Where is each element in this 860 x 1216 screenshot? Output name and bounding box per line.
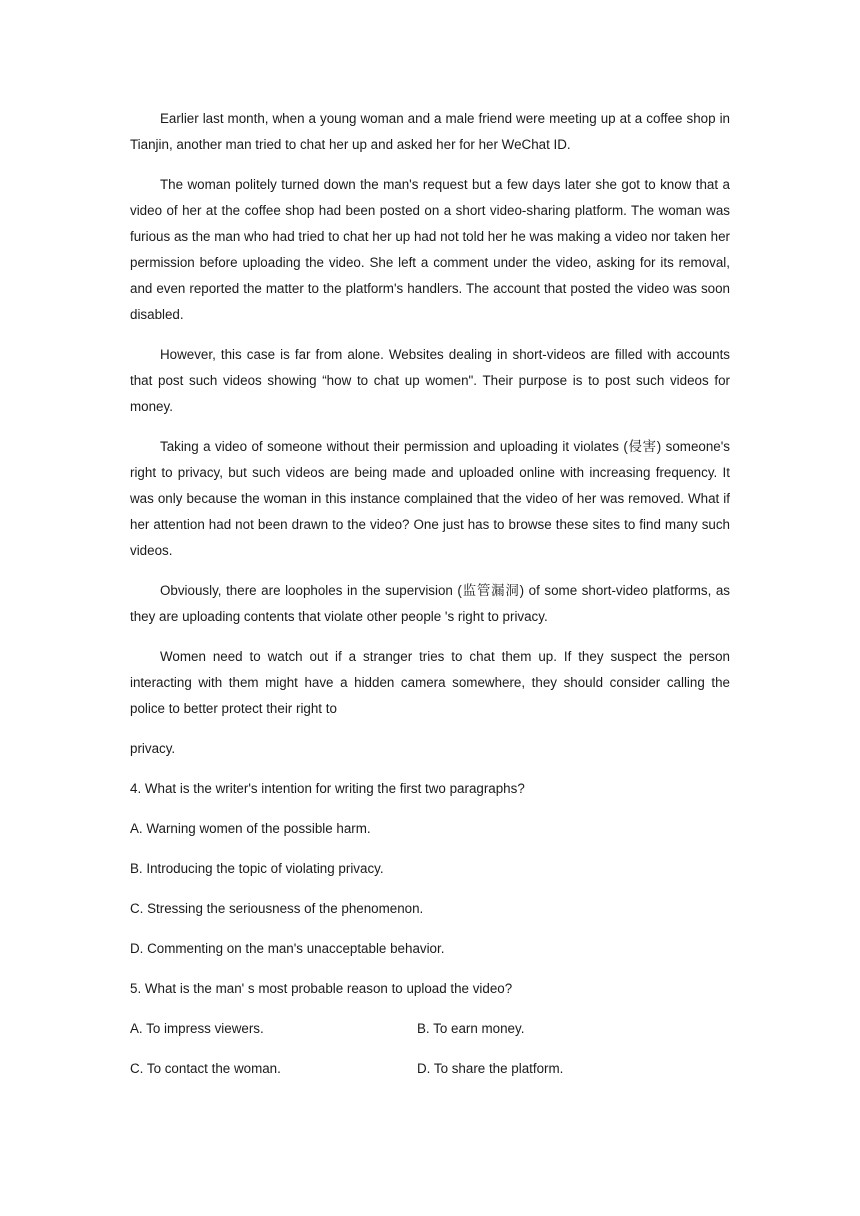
question-4-option-d: D. Commenting on the man's unacceptable behavior. <box>130 941 445 956</box>
passage-paragraph-6: Women need to watch out if a stranger tries to chat them up. If they suspect the person interacting with them might have a hidden camera somewhere, they should consider calling the police to better protect their right to <box>130 649 730 716</box>
passage-paragraph-3: However, this case is far from alone. Websites dealing in short-videos are filled with accounts that post such videos showing “how to chat up women". Their purpose is to post such videos for money. <box>130 347 730 414</box>
passage-paragraph-2: The woman politely turned down the man's request but a few days later she got to know that a video of her at the coffee shop had been posted on a short video-sharing platform. The woman was furious as the man who had tried to chat her up had not told her he was making a video nor taken her permission before uploading the video. She left a comment under the video, asking for its removal, and even reported the matter to the platform's handlers. The account that posted the video was soon disabled. <box>130 177 730 322</box>
passage-paragraph-5: Obviously, there are loopholes in the supervision (监管漏洞) of some short-video platforms, as they are uploading contents that violate other people 's right to privacy. <box>130 583 730 624</box>
question-5-option-b: B. To earn money. <box>417 1021 525 1036</box>
question-4-option-b: B. Introducing the topic of violating privacy. <box>130 861 384 876</box>
passage-paragraph-1: Earlier last month, when a young woman and a male friend were meeting up at a coffee shop in Tianjin, another man tried to chat her up and asked her for her WeChat ID. <box>130 111 730 152</box>
question-5-options-row-1 <box>130 1016 730 1042</box>
passage-trailing-line: privacy. <box>130 741 176 756</box>
question-5-stem: 5. What is the man' s most probable reason to upload the video? <box>130 981 513 996</box>
question-4-option-a: A. Warning women of the possible harm. <box>130 821 371 836</box>
question-5-option-d: D. To share the platform. <box>417 1061 564 1076</box>
question-4-option-c: C. Stressing the seriousness of the phenomenon. <box>130 901 424 916</box>
document-page <box>130 106 730 1096</box>
passage-paragraph-4: Taking a video of someone without their permission and uploading it violates (侵害) someone's right to privacy, but such videos are being made and uploaded online with increasing frequency. It was only because the woman in this instance complained that the video of her was removed. What if her attention had not been drawn to the video? One just has to browse these sites to find many such videos. <box>130 439 730 558</box>
question-4-stem: 4. What is the writer's intention for writing the first two paragraphs? <box>130 781 525 796</box>
question-5-options-row-2 <box>130 1056 730 1082</box>
question-5-option-c: C. To contact the woman. <box>130 1061 281 1076</box>
question-5-option-a: A. To impress viewers. <box>130 1021 264 1036</box>
